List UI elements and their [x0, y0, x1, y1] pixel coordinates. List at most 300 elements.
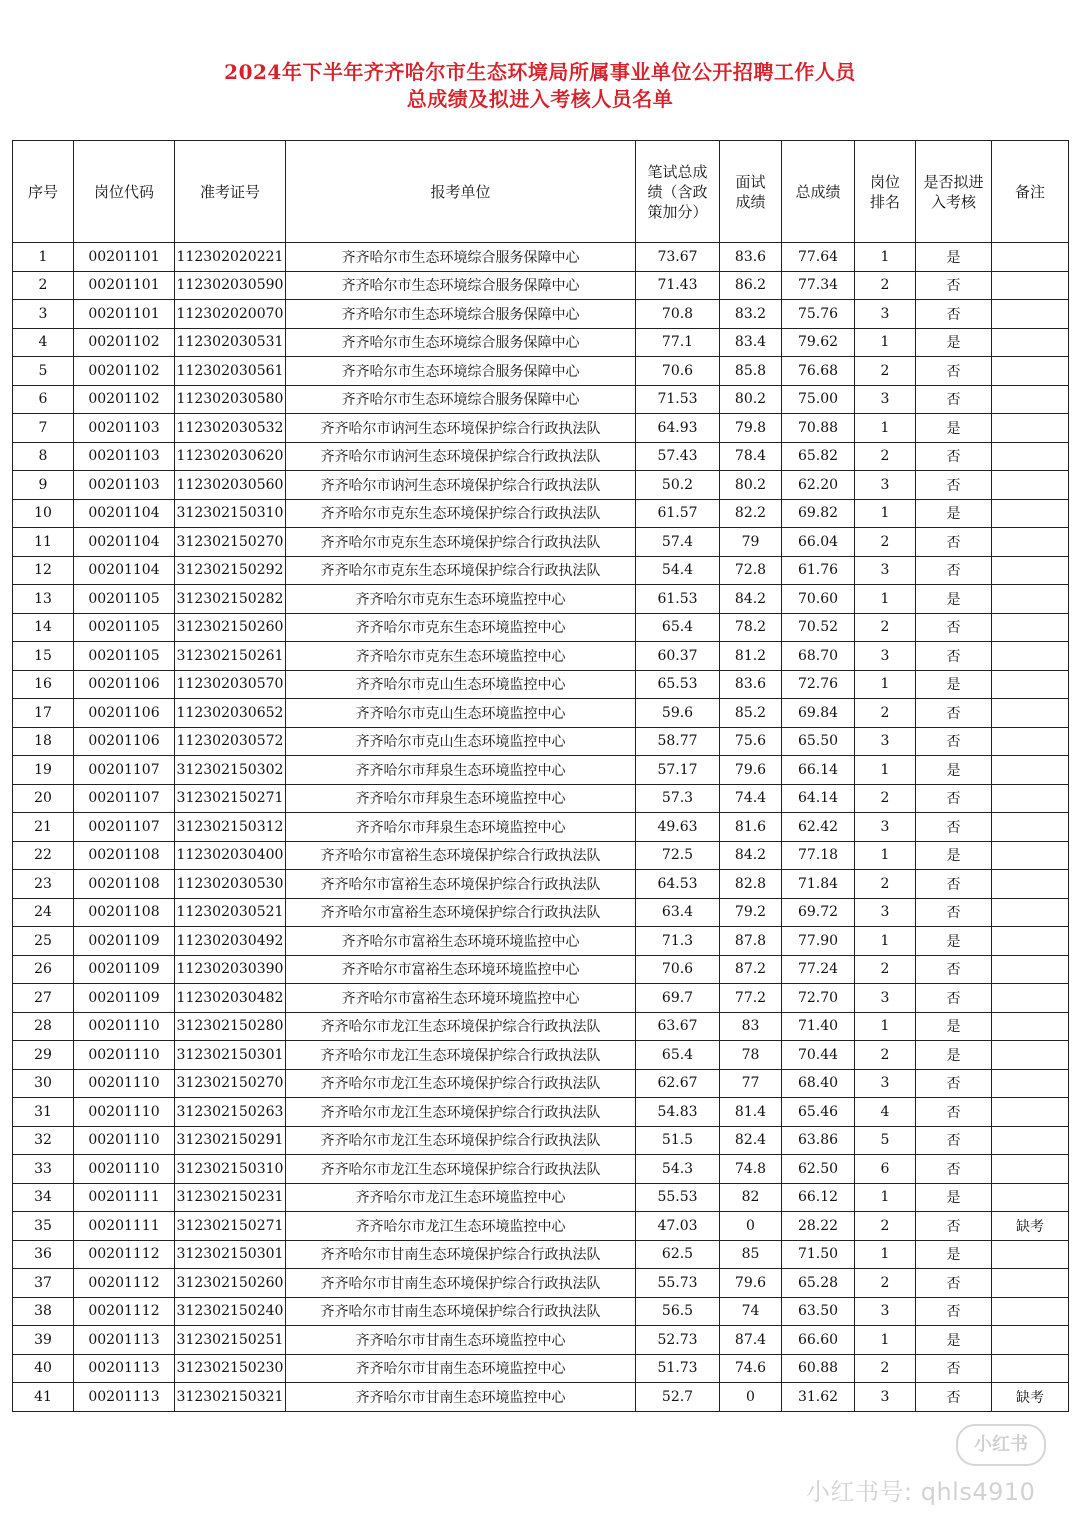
cell-total-score: 62.42: [782, 813, 855, 842]
cell-enter-review: 否: [916, 727, 992, 756]
cell-ticket-no: 112302030561: [175, 357, 286, 386]
cell-ticket-no: 112302030580: [175, 385, 286, 414]
cell-enter-review: 否: [916, 528, 992, 557]
cell-enter-review: 是: [916, 927, 992, 956]
cell-rank: 4: [855, 1098, 916, 1127]
cell-ticket-no: 312302150301: [175, 1240, 286, 1269]
cell-interview-score: 79: [720, 528, 782, 557]
table-row: [13, 556, 1069, 585]
cell-rank: 6: [855, 1155, 916, 1184]
cell-enter-review: 否: [916, 1383, 992, 1412]
cell-written-score: 64.93: [636, 414, 720, 443]
cell-enter-review: 是: [916, 1012, 992, 1041]
cell-seq: 40: [13, 1354, 74, 1383]
table-row: [13, 927, 1069, 956]
cell-seq: 31: [13, 1098, 74, 1127]
cell-unit: 齐齐哈尔市克东生态环境保护综合行政执法队: [286, 528, 636, 557]
cell-enter-review: 否: [916, 870, 992, 899]
cell-seq: 1: [13, 243, 74, 272]
cell-seq: 10: [13, 499, 74, 528]
table-row: [13, 1383, 1069, 1412]
cell-enter-review: 是: [916, 243, 992, 272]
cell-remarks: [992, 1069, 1069, 1098]
cell-remarks: [992, 414, 1069, 443]
cell-rank: 2: [855, 955, 916, 984]
cell-seq: 16: [13, 670, 74, 699]
cell-post-code: 00201111: [74, 1183, 175, 1212]
cell-interview-score: 82: [720, 1183, 782, 1212]
cell-remarks: [992, 471, 1069, 500]
cell-enter-review: 否: [916, 813, 992, 842]
cell-post-code: 00201102: [74, 385, 175, 414]
header-unit: 报考单位: [286, 141, 636, 243]
cell-written-score: 49.63: [636, 813, 720, 842]
cell-rank: 1: [855, 328, 916, 357]
table-row: [13, 642, 1069, 671]
cell-total-score: 61.76: [782, 556, 855, 585]
header-row: [13, 141, 1069, 243]
cell-unit: 齐齐哈尔市龙江生态环境保护综合行政执法队: [286, 1155, 636, 1184]
cell-remarks: [992, 1012, 1069, 1041]
cell-rank: 2: [855, 613, 916, 642]
cell-remarks: [992, 727, 1069, 756]
cell-unit: 齐齐哈尔市克山生态环境监控中心: [286, 727, 636, 756]
cell-unit: 齐齐哈尔市龙江生态环境保护综合行政执法队: [286, 1069, 636, 1098]
cell-written-score: 51.5: [636, 1126, 720, 1155]
cell-interview-score: 83.6: [720, 670, 782, 699]
cell-remarks: [992, 613, 1069, 642]
cell-total-score: 77.24: [782, 955, 855, 984]
cell-written-score: 47.03: [636, 1212, 720, 1241]
cell-written-score: 70.6: [636, 955, 720, 984]
cell-post-code: 00201109: [74, 955, 175, 984]
cell-written-score: 57.43: [636, 442, 720, 471]
cell-interview-score: 87.2: [720, 955, 782, 984]
cell-unit: 齐齐哈尔市克东生态环境保护综合行政执法队: [286, 499, 636, 528]
cell-written-score: 71.3: [636, 927, 720, 956]
cell-written-score: 62.67: [636, 1069, 720, 1098]
cell-interview-score: 85.2: [720, 699, 782, 728]
cell-enter-review: 是: [916, 756, 992, 785]
cell-rank: 2: [855, 528, 916, 557]
cell-post-code: 00201110: [74, 1155, 175, 1184]
table-row: [13, 1240, 1069, 1269]
cell-post-code: 00201102: [74, 328, 175, 357]
cell-enter-review: 否: [916, 1212, 992, 1241]
cell-rank: 1: [855, 499, 916, 528]
cell-written-score: 54.83: [636, 1098, 720, 1127]
cell-unit: 齐齐哈尔市甘南生态环境监控中心: [286, 1326, 636, 1355]
cell-seq: 5: [13, 357, 74, 386]
cell-remarks: [992, 1354, 1069, 1383]
cell-seq: 7: [13, 414, 74, 443]
header-interview-score: 面试成绩: [720, 141, 782, 243]
cell-seq: 30: [13, 1069, 74, 1098]
table-row: [13, 385, 1069, 414]
cell-unit: 齐齐哈尔市甘南生态环境监控中心: [286, 1383, 636, 1412]
cell-unit: 齐齐哈尔市生态环境综合服务保障中心: [286, 300, 636, 329]
cell-total-score: 79.62: [782, 328, 855, 357]
cell-rank: 1: [855, 927, 916, 956]
cell-interview-score: 83.2: [720, 300, 782, 329]
cell-unit: 齐齐哈尔市生态环境综合服务保障中心: [286, 243, 636, 272]
cell-enter-review: 否: [916, 1354, 992, 1383]
cell-post-code: 00201108: [74, 898, 175, 927]
cell-post-code: 00201106: [74, 727, 175, 756]
cell-written-score: 57.3: [636, 784, 720, 813]
cell-interview-score: 78.2: [720, 613, 782, 642]
cell-remarks: [992, 1098, 1069, 1127]
cell-post-code: 00201101: [74, 271, 175, 300]
cell-total-score: 65.82: [782, 442, 855, 471]
cell-written-score: 58.77: [636, 727, 720, 756]
cell-written-score: 55.53: [636, 1183, 720, 1212]
cell-seq: 24: [13, 898, 74, 927]
cell-remarks: [992, 585, 1069, 614]
cell-seq: 8: [13, 442, 74, 471]
cell-seq: 28: [13, 1012, 74, 1041]
cell-total-score: 68.40: [782, 1069, 855, 1098]
cell-seq: 18: [13, 727, 74, 756]
table-row: [13, 1183, 1069, 1212]
cell-post-code: 00201109: [74, 927, 175, 956]
cell-unit: 齐齐哈尔市龙江生态环境保护综合行政执法队: [286, 1041, 636, 1070]
cell-unit: 齐齐哈尔市生态环境综合服务保障中心: [286, 271, 636, 300]
table-row: [13, 1354, 1069, 1383]
cell-total-score: 63.50: [782, 1297, 855, 1326]
cell-post-code: 00201107: [74, 784, 175, 813]
cell-seq: 13: [13, 585, 74, 614]
cell-post-code: 00201112: [74, 1269, 175, 1298]
cell-seq: 12: [13, 556, 74, 585]
cell-enter-review: 否: [916, 1297, 992, 1326]
table-row: [13, 300, 1069, 329]
table-row: [13, 955, 1069, 984]
cell-remarks: [992, 841, 1069, 870]
table-row: [13, 784, 1069, 813]
cell-ticket-no: 112302030521: [175, 898, 286, 927]
cell-enter-review: 否: [916, 271, 992, 300]
cell-written-score: 71.43: [636, 271, 720, 300]
cell-seq: 34: [13, 1183, 74, 1212]
cell-written-score: 77.1: [636, 328, 720, 357]
cell-rank: 2: [855, 699, 916, 728]
cell-interview-score: 78.4: [720, 442, 782, 471]
cell-unit: 齐齐哈尔市克山生态环境监控中心: [286, 699, 636, 728]
cell-total-score: 66.14: [782, 756, 855, 785]
cell-enter-review: 是: [916, 670, 992, 699]
cell-ticket-no: 312302150251: [175, 1326, 286, 1355]
cell-written-score: 70.8: [636, 300, 720, 329]
table-row: [13, 442, 1069, 471]
table-row: [13, 414, 1069, 443]
cell-seq: 39: [13, 1326, 74, 1355]
cell-remarks: [992, 642, 1069, 671]
header-post-code: 岗位代码: [74, 141, 175, 243]
cell-seq: 26: [13, 955, 74, 984]
cell-written-score: 73.67: [636, 243, 720, 272]
cell-interview-score: 87.8: [720, 927, 782, 956]
table-row: [13, 243, 1069, 272]
cell-written-score: 63.4: [636, 898, 720, 927]
cell-post-code: 00201107: [74, 813, 175, 842]
cell-remarks: 缺考: [992, 1212, 1069, 1241]
cell-interview-score: 82.2: [720, 499, 782, 528]
cell-interview-score: 85: [720, 1240, 782, 1269]
table-row: [13, 528, 1069, 557]
header-remarks: 备注: [992, 141, 1069, 243]
cell-unit: 齐齐哈尔市拜泉生态环境监控中心: [286, 756, 636, 785]
cell-interview-score: 82.4: [720, 1126, 782, 1155]
cell-written-score: 65.4: [636, 1041, 720, 1070]
cell-total-score: 72.70: [782, 984, 855, 1013]
cell-unit: 齐齐哈尔市甘南生态环境监控中心: [286, 1354, 636, 1383]
cell-total-score: 69.82: [782, 499, 855, 528]
cell-unit: 齐齐哈尔市甘南生态环境保护综合行政执法队: [286, 1297, 636, 1326]
table-row: [13, 1041, 1069, 1070]
table-row: [13, 1212, 1069, 1241]
cell-interview-score: 79.6: [720, 756, 782, 785]
cell-interview-score: 83: [720, 1012, 782, 1041]
cell-post-code: 00201109: [74, 984, 175, 1013]
cell-unit: 齐齐哈尔市拜泉生态环境监控中心: [286, 784, 636, 813]
cell-seq: 6: [13, 385, 74, 414]
cell-seq: 19: [13, 756, 74, 785]
cell-enter-review: 是: [916, 841, 992, 870]
table-row: [13, 1069, 1069, 1098]
cell-remarks: [992, 1269, 1069, 1298]
cell-total-score: 76.68: [782, 357, 855, 386]
cell-remarks: [992, 1240, 1069, 1269]
cell-unit: 齐齐哈尔市龙江生态环境监控中心: [286, 1183, 636, 1212]
cell-enter-review: 否: [916, 1269, 992, 1298]
table-row: [13, 471, 1069, 500]
cell-remarks: [992, 357, 1069, 386]
cell-remarks: [992, 1155, 1069, 1184]
cell-enter-review: 否: [916, 556, 992, 585]
cell-enter-review: 否: [916, 385, 992, 414]
cell-ticket-no: 112302030590: [175, 271, 286, 300]
cell-remarks: [992, 927, 1069, 956]
cell-rank: 2: [855, 1212, 916, 1241]
cell-unit: 齐齐哈尔市富裕生态环境保护综合行政执法队: [286, 898, 636, 927]
cell-total-score: 70.44: [782, 1041, 855, 1070]
cell-written-score: 61.57: [636, 499, 720, 528]
cell-post-code: 00201106: [74, 699, 175, 728]
cell-post-code: 00201113: [74, 1383, 175, 1412]
cell-seq: 17: [13, 699, 74, 728]
cell-ticket-no: 312302150270: [175, 1069, 286, 1098]
cell-rank: 3: [855, 385, 916, 414]
cell-post-code: 00201113: [74, 1326, 175, 1355]
cell-ticket-no: 312302150321: [175, 1383, 286, 1412]
cell-rank: 1: [855, 414, 916, 443]
cell-total-score: 77.34: [782, 271, 855, 300]
cell-total-score: 77.90: [782, 927, 855, 956]
cell-interview-score: 79.2: [720, 898, 782, 927]
cell-enter-review: 否: [916, 699, 992, 728]
cell-total-score: 62.20: [782, 471, 855, 500]
cell-rank: 3: [855, 727, 916, 756]
cell-seq: 4: [13, 328, 74, 357]
cell-total-score: 71.40: [782, 1012, 855, 1041]
cell-remarks: 缺考: [992, 1383, 1069, 1412]
cell-remarks: [992, 1041, 1069, 1070]
cell-seq: 41: [13, 1383, 74, 1412]
cell-rank: 2: [855, 442, 916, 471]
cell-remarks: [992, 556, 1069, 585]
cell-enter-review: 否: [916, 442, 992, 471]
cell-post-code: 00201108: [74, 870, 175, 899]
cell-rank: 1: [855, 243, 916, 272]
cell-enter-review: 否: [916, 357, 992, 386]
cell-total-score: 65.50: [782, 727, 855, 756]
cell-seq: 36: [13, 1240, 74, 1269]
cell-post-code: 00201101: [74, 243, 175, 272]
cell-total-score: 75.00: [782, 385, 855, 414]
cell-written-score: 54.3: [636, 1155, 720, 1184]
cell-interview-score: 82.8: [720, 870, 782, 899]
cell-post-code: 00201106: [74, 670, 175, 699]
cell-remarks: [992, 813, 1069, 842]
cell-interview-score: 78: [720, 1041, 782, 1070]
cell-seq: 38: [13, 1297, 74, 1326]
table-row: [13, 613, 1069, 642]
cell-unit: 齐齐哈尔市生态环境综合服务保障中心: [286, 357, 636, 386]
cell-rank: 1: [855, 1183, 916, 1212]
cell-post-code: 00201113: [74, 1354, 175, 1383]
cell-total-score: 65.46: [782, 1098, 855, 1127]
cell-rank: 2: [855, 271, 916, 300]
cell-ticket-no: 312302150280: [175, 1012, 286, 1041]
cell-post-code: 00201102: [74, 357, 175, 386]
cell-ticket-no: 112302030572: [175, 727, 286, 756]
cell-written-score: 63.67: [636, 1012, 720, 1041]
cell-remarks: [992, 670, 1069, 699]
cell-total-score: 66.60: [782, 1326, 855, 1355]
cell-rank: 1: [855, 670, 916, 699]
cell-written-score: 61.53: [636, 585, 720, 614]
cell-post-code: 00201110: [74, 1012, 175, 1041]
cell-written-score: 71.53: [636, 385, 720, 414]
cell-post-code: 00201111: [74, 1212, 175, 1241]
cell-remarks: [992, 955, 1069, 984]
cell-rank: 1: [855, 841, 916, 870]
cell-ticket-no: 312302150231: [175, 1183, 286, 1212]
table-row: [13, 1098, 1069, 1127]
table-row: [13, 841, 1069, 870]
table-row: [13, 756, 1069, 785]
cell-remarks: [992, 699, 1069, 728]
document-title-line-2: 总成绩及拟进入考核人员名单: [406, 87, 674, 111]
cell-remarks: [992, 328, 1069, 357]
cell-written-score: 52.7: [636, 1383, 720, 1412]
cell-ticket-no: 112302030530: [175, 870, 286, 899]
cell-remarks: [992, 1183, 1069, 1212]
cell-enter-review: 否: [916, 955, 992, 984]
cell-rank: 1: [855, 1240, 916, 1269]
cell-enter-review: 否: [916, 1098, 992, 1127]
table-row: [13, 585, 1069, 614]
cell-seq: 2: [13, 271, 74, 300]
header-seq: 序号: [13, 141, 74, 243]
cell-total-score: 66.04: [782, 528, 855, 557]
cell-seq: 15: [13, 642, 74, 671]
cell-written-score: 72.5: [636, 841, 720, 870]
cell-post-code: 00201105: [74, 613, 175, 642]
cell-enter-review: 否: [916, 784, 992, 813]
cell-interview-score: 83.6: [720, 243, 782, 272]
cell-written-score: 65.4: [636, 613, 720, 642]
cell-ticket-no: 312302150310: [175, 1155, 286, 1184]
cell-interview-score: 74.6: [720, 1354, 782, 1383]
cell-total-score: 77.18: [782, 841, 855, 870]
cell-seq: 27: [13, 984, 74, 1013]
cell-unit: 齐齐哈尔市克东生态环境监控中心: [286, 642, 636, 671]
cell-interview-score: 79.8: [720, 414, 782, 443]
cell-seq: 21: [13, 813, 74, 842]
table-row: [13, 1297, 1069, 1326]
cell-rank: 3: [855, 471, 916, 500]
cell-remarks: [992, 1326, 1069, 1355]
cell-enter-review: 否: [916, 300, 992, 329]
cell-post-code: 00201105: [74, 642, 175, 671]
cell-seq: 33: [13, 1155, 74, 1184]
cell-total-score: 63.86: [782, 1126, 855, 1155]
cell-total-score: 69.84: [782, 699, 855, 728]
header-total-score: 总成绩: [782, 141, 855, 243]
cell-post-code: 00201108: [74, 841, 175, 870]
cell-ticket-no: 312302150263: [175, 1098, 286, 1127]
cell-seq: 29: [13, 1041, 74, 1070]
cell-total-score: 75.76: [782, 300, 855, 329]
cell-remarks: [992, 499, 1069, 528]
cell-ticket-no: 112302030620: [175, 442, 286, 471]
cell-ticket-no: 312302150282: [175, 585, 286, 614]
cell-enter-review: 是: [916, 1326, 992, 1355]
table-row: [13, 271, 1069, 300]
cell-interview-score: 84.2: [720, 841, 782, 870]
cell-interview-score: 81.2: [720, 642, 782, 671]
cell-unit: 齐齐哈尔市克东生态环境保护综合行政执法队: [286, 556, 636, 585]
cell-rank: 1: [855, 1326, 916, 1355]
cell-written-score: 60.37: [636, 642, 720, 671]
table-row: [13, 1126, 1069, 1155]
cell-written-score: 52.73: [636, 1326, 720, 1355]
table-row: [13, 898, 1069, 927]
cell-ticket-no: 112302030560: [175, 471, 286, 500]
cell-post-code: 00201110: [74, 1041, 175, 1070]
table-row: [13, 1012, 1069, 1041]
cell-total-score: 77.64: [782, 243, 855, 272]
cell-interview-score: 72.8: [720, 556, 782, 585]
cell-seq: 32: [13, 1126, 74, 1155]
cell-unit: 齐齐哈尔市克山生态环境监控中心: [286, 670, 636, 699]
results-table: [12, 140, 1069, 1412]
cell-rank: 5: [855, 1126, 916, 1155]
cell-seq: 11: [13, 528, 74, 557]
cell-written-score: 70.6: [636, 357, 720, 386]
cell-rank: 1: [855, 585, 916, 614]
cell-interview-score: 79.6: [720, 1269, 782, 1298]
cell-post-code: 00201110: [74, 1098, 175, 1127]
cell-remarks: [992, 385, 1069, 414]
cell-ticket-no: 312302150302: [175, 756, 286, 785]
cell-total-score: 70.52: [782, 613, 855, 642]
cell-unit: 齐齐哈尔市富裕生态环境环境监控中心: [286, 955, 636, 984]
cell-ticket-no: 312302150292: [175, 556, 286, 585]
cell-seq: 20: [13, 784, 74, 813]
